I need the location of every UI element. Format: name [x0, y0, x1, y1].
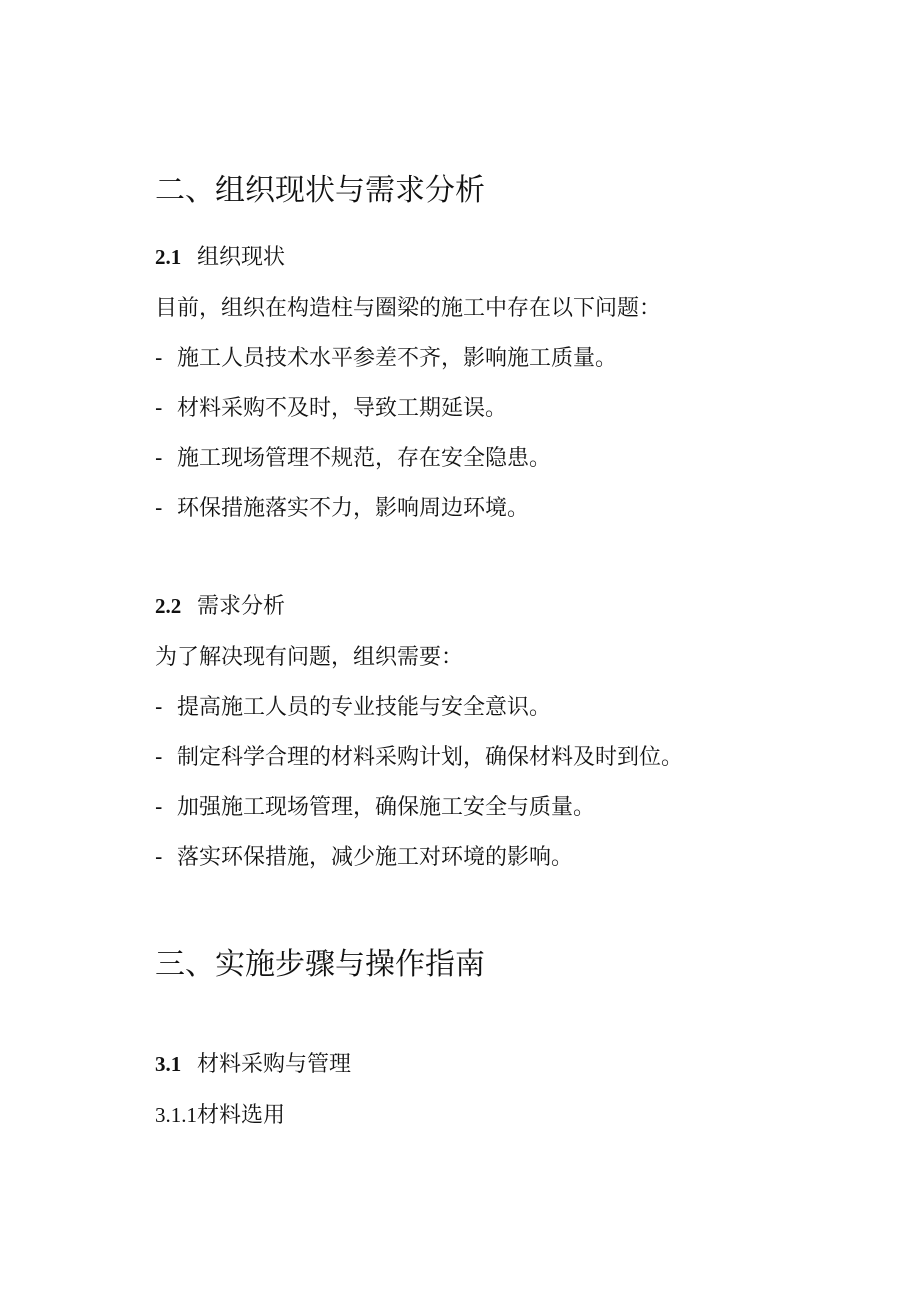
list-item-text: 材料采购不及时，导致工期延误。 — [177, 396, 508, 421]
bullet-dash: - — [155, 845, 163, 870]
bullet-dash: - — [155, 346, 163, 371]
bullet-dash: - — [155, 795, 163, 820]
list-item — [155, 448, 551, 470]
section-3-heading: 三、实施步骤与操作指南 — [155, 947, 485, 982]
list-item-text: 加强施工现场管理，确保施工安全与质量。 — [177, 795, 596, 820]
list-item — [155, 348, 617, 370]
bullet-dash: - — [155, 695, 163, 720]
list-item — [155, 847, 573, 869]
list-item-text: 施工现场管理不规范，存在安全隐患。 — [177, 446, 552, 471]
list-item-text: 环保措施落实不力，影响周边环境。 — [177, 496, 530, 521]
list-item — [155, 747, 683, 769]
subsubsection-title: 材料选用 — [197, 1103, 286, 1128]
list-item-text: 落实环保措施，减少施工对环境的影响。 — [177, 845, 574, 870]
subsection-3-1-1-heading — [155, 1105, 285, 1127]
subsection-2-2-heading — [155, 596, 285, 618]
bullet-dash: - — [155, 496, 163, 521]
subsection-3-1-heading — [155, 1054, 351, 1076]
subsection-title: 材料采购与管理 — [197, 1052, 352, 1077]
section-2-heading: 二、组织现状与需求分析 — [155, 173, 485, 208]
paragraph-intro-2-1: 目前，组织在构造柱与圈梁的施工中存在以下问题： — [155, 296, 662, 321]
subsection-2-1-heading — [155, 247, 285, 269]
paragraph-intro-2-2: 为了解决现有问题，组织需要： — [155, 645, 464, 670]
subsection-number: 3.1 — [155, 1052, 182, 1076]
subsection-title: 组织现状 — [197, 245, 286, 270]
list-item — [155, 498, 529, 520]
list-item — [155, 398, 507, 420]
subsection-title: 需求分析 — [197, 594, 286, 619]
bullet-dash: - — [155, 745, 163, 770]
subsection-number: 2.2 — [155, 594, 182, 618]
bullet-dash: - — [155, 396, 163, 421]
subsubsection-number: 3.1.1 — [155, 1103, 197, 1127]
subsection-number: 2.1 — [155, 245, 182, 269]
list-item-text: 施工人员技术水平参差不齐，影响施工质量。 — [177, 346, 618, 371]
bullet-dash: - — [155, 446, 163, 471]
list-item — [155, 797, 595, 819]
list-item-text: 制定科学合理的材料采购计划，确保材料及时到位。 — [177, 745, 684, 770]
list-item-text: 提高施工人员的专业技能与安全意识。 — [177, 695, 552, 720]
list-item — [155, 697, 551, 719]
